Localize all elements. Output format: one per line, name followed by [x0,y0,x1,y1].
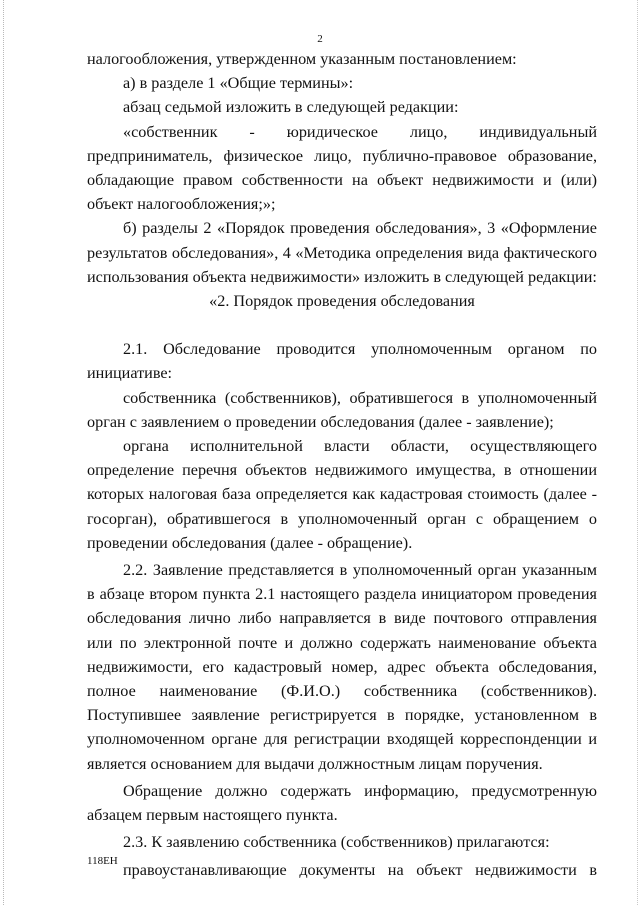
scan-edge-left [3,0,4,905]
paragraph-initiator-owner: собственника (собственников), обратившегося в уполномоченный орган с заявлением о проведении обследования (далее - заявление); [87,388,597,431]
paragraph-2-3: 2.3. К заявлению собственника (собственников) прилагаются: [123,833,550,852]
paragraph-documents: правоустанавливающие документы на объект недвижимости в [123,860,597,879]
paragraph-definition: «собственник - юридическое лицо, индивидуальный предприниматель, физическое лицо, публично-правовое образование, обладающие правом собственности на объект недвижимости и (или) объект налогообложения;»; [87,122,597,214]
paragraph-item-b: б) разделы 2 «Порядок проведения обследования», 3 «Оформление результатов обследования», 4 «Методика определения вида фактического использования объекта недвижимости» изложить в следующей редакции: [87,219,597,286]
section-heading: «2. Порядок проведения обследования [209,292,475,311]
footer-code: 118ЕН [87,855,118,867]
paragraph-appeal: Обращение должно содержать информацию, предусмотренную абзацем первым настоящего пункта. [87,781,597,825]
paragraph-2-2: 2.2. Заявление представляется в уполномоченный орган указанным в абзаце втором пункта 2.1 настоящего раздела инициатором проведения обследования лично либо направляется в виде почтового отправления или по электронной почте и должно содержать наименование объекта недвижимости, его кадастровый номер, адрес объекта обследования, полное наименование (Ф.И.О.) собственника (собственников). Поступившее заявление регистрируется в порядке, установленном в уполномоченном органе для регистрации входящей корреспонденции и является основанием для выдачи должностным лицам поручения. [87,561,597,773]
paragraph-initiator-authority: органа исполнительной власти области, осуществляющего определение перечня объектов недвижимого имущества, в отношении которых налоговая база определяется как кадастровая стоимость (далее - госорган), обратившегося в уполномоченный орган с обращением о проведении обследования (далее - обращение). [87,437,597,552]
paragraph-continuation: налогообложения, утвержденном указанным постановлением: [87,50,517,68]
scan-edge-right [637,0,638,905]
paragraph-item-a: а) в разделе 1 «Общие термины»: [123,74,354,93]
page-number: 2 [317,33,323,45]
paragraph-2-1: 2.1. Обследование проводится уполномоченным органом по инициативе: [87,340,597,383]
paragraph-instruction: абзац седьмой изложить в следующей редакции: [123,98,459,117]
document-body [87,47,597,882]
